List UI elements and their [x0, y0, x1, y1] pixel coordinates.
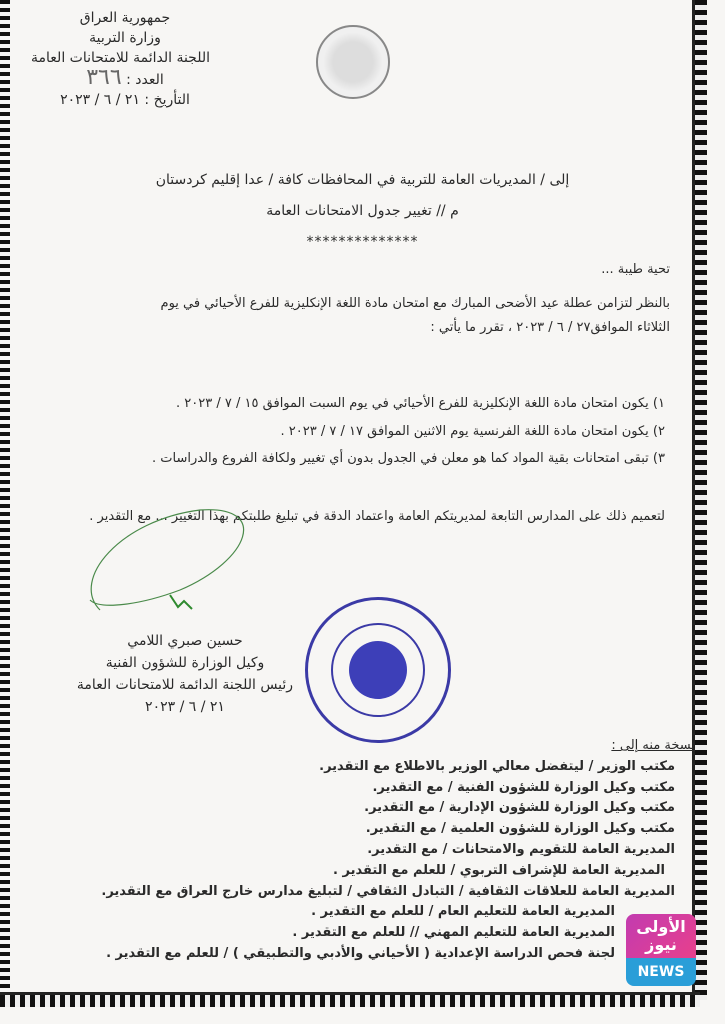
stamp-inner-ring [331, 623, 425, 717]
decision-item-2: ٢) يكون امتحان مادة اللغة الفرنسية يوم الاثنين الموافق ١٧ / ٧ / ٢٠٢٣ . [280, 424, 665, 439]
reference-number-value: ٣٦٦ [86, 65, 122, 90]
copies-list [35, 736, 695, 965]
copy-recipient: مكتب وكيل الوزارة للشؤون الإدارية / مع التقدير. [364, 800, 675, 816]
reference-number [40, 65, 210, 90]
copies-title: نسخة منه إلى : [611, 738, 695, 753]
document-date-label: التأريخ : [144, 92, 190, 108]
committee-name: اللجنة الدائمة للامتحانات العامة [31, 50, 210, 66]
copy-recipient: مكتب الوزير / ليتفضل معالي الوزير بالاطلاع مع التقدير. [319, 758, 675, 774]
news-watermark-logo [626, 914, 696, 986]
country-name: جمهورية العراق [79, 10, 171, 26]
intro-line-1: بالنظر لتزامن عطلة عيد الأضحى المبارك مع امتحان مادة اللغة الإنكليزية للفرع الأحيائي في يوم [160, 296, 670, 311]
copy-recipient: مكتب وكيل الوزارة للشؤون العلمية / مع التقدير. [365, 821, 675, 837]
addressee: إلى / المديريات العامة للتربية في المحافظات كافة / عدا إقليم كردستان [155, 172, 570, 188]
decision-item-1: ١) يكون امتحان مادة اللغة الإنكليزية للفرع الأحيائي في يوم السبت الموافق ١٥ / ٧ / ٢٠٢٣ . [176, 396, 665, 411]
copy-recipient: لجنة فحص الدراسة الإعدادية ( الأحياني والأدبي والتطبيقي ) / للعلم مع التقدير . [106, 945, 615, 961]
decision-item-3: ٣) تبقى امتحانات بقية المواد كما هو معلن في الجدول بدون أي تغيير ولكافة الفروع والدراسات . [152, 451, 665, 466]
signature-date: ٢١ / ٦ / ٢٠٢٣ [145, 699, 225, 715]
signatory-title-1: وكيل الوزارة للشؤون الفنية [105, 655, 265, 671]
signatory-name: حسين صبري اللامي [127, 633, 243, 649]
document-date [40, 90, 210, 110]
official-stamp [305, 597, 451, 743]
subject: م // تغيير جدول الامتحانات العامة [266, 203, 459, 219]
palm-emblem-icon [349, 641, 407, 699]
copy-recipient: المديرية العامة للعلاقات الثقافية / التبادل الثقافي / لتبليغ مدارس خارج العراق مع التقدير. [101, 883, 675, 899]
watermark-brand: الأولى نيوز [626, 914, 696, 958]
reference-number-label: العدد : [126, 72, 164, 88]
signature-mark [60, 480, 260, 630]
copy-recipient: المديرية العامة للتعليم المهني // للعلم مع التقدير . [292, 925, 615, 941]
signatory-title-2: رئيس اللجنة الدائمة للامتحانات العامة [76, 677, 294, 693]
ministry-name: وزارة التربية [89, 30, 161, 46]
copy-recipient: مكتب وكيل الوزارة للشؤون الفنية / مع التقدير. [372, 779, 675, 795]
copy-recipient: المديرية العامة للتقويم والامتحانات / مع التقدير. [367, 841, 675, 857]
decorative-border-left [0, 0, 10, 1000]
copy-recipient: المديرية العامة للتعليم العام / للعلم مع التقدير . [311, 904, 615, 920]
signature-block [70, 630, 300, 718]
document-date-value: ٢١ / ٦ / ٢٠٢٣ [60, 92, 140, 108]
closing-line: لتعميم ذلك على المدارس التابعة لمديريتكم العامة واعتماد الدقة في تبليغ طلبتكم بهذا التغيير ... مع التقدير . [89, 509, 665, 524]
decorative-border-bottom [0, 992, 700, 1007]
watermark-news: NEWS [626, 958, 696, 986]
intro-line-2: الثلاثاء الموافق٢٧ / ٦ / ٢٠٢٣ ، تقرر ما يأتي : [430, 320, 670, 335]
greeting: تحية طيبة ... [601, 262, 670, 277]
copy-recipient: المديرية العامة للإشراف التربوي / للعلم مع التقدير . [333, 862, 665, 878]
letterhead [31, 8, 210, 110]
separator: ************** [306, 234, 419, 250]
ministry-emblem-logo [316, 25, 390, 99]
